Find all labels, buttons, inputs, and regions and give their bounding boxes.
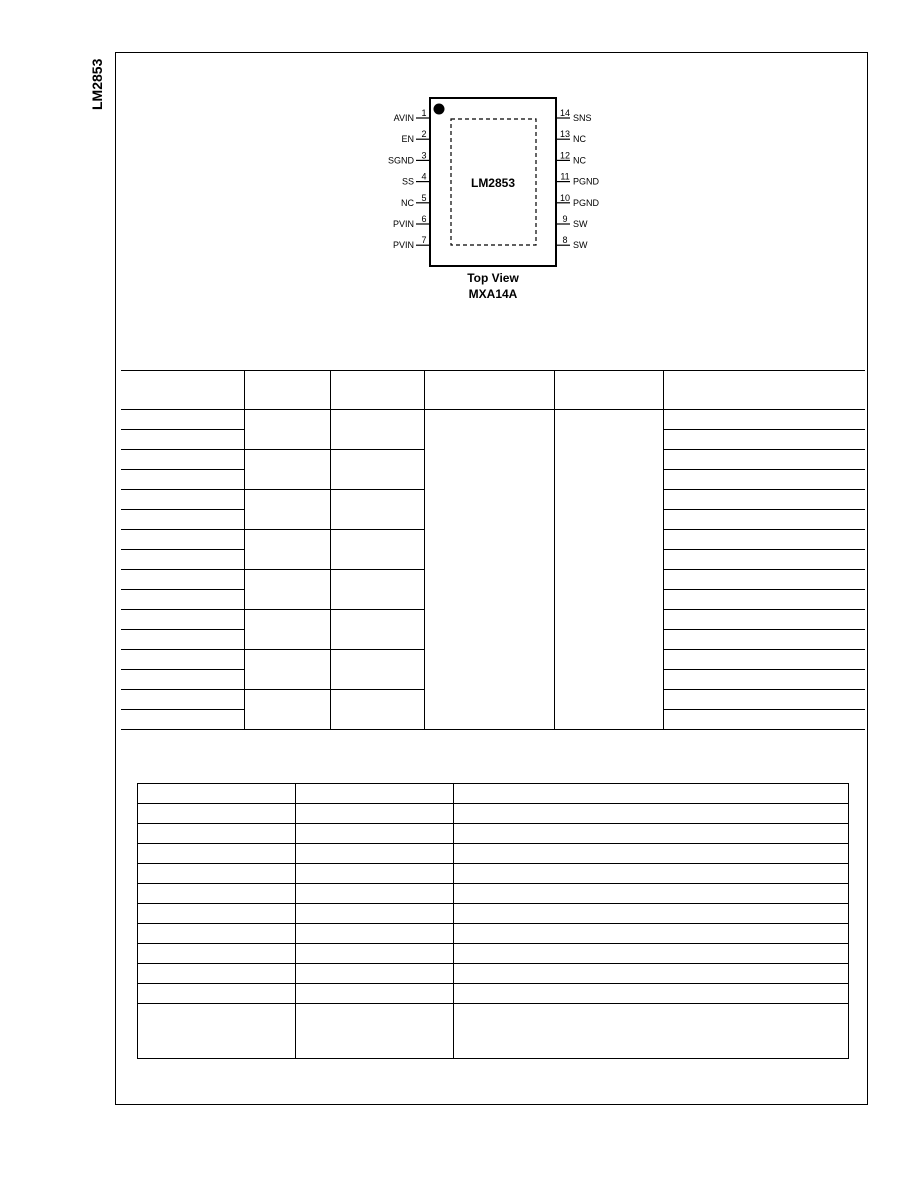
pin-number: 5 xyxy=(421,192,427,203)
pin-name: SS xyxy=(401,176,414,187)
table-cell xyxy=(663,630,865,650)
package-code: MXA14A xyxy=(468,287,518,301)
table-cell xyxy=(138,964,296,984)
table-cell xyxy=(330,690,424,730)
table-cell xyxy=(138,1004,296,1059)
left-pin xyxy=(401,129,430,144)
chip-label: LM2853 xyxy=(470,176,516,190)
table-cell xyxy=(296,984,454,1004)
table-cell xyxy=(244,490,330,530)
table-cell xyxy=(330,650,424,690)
right-pin-group xyxy=(556,108,600,250)
pin-number: 12 xyxy=(559,150,571,161)
table-cell xyxy=(663,510,865,530)
table-cell xyxy=(121,690,244,710)
table-cell xyxy=(663,570,865,590)
table-cell xyxy=(454,1004,849,1059)
right-pin xyxy=(556,150,586,165)
table-cell xyxy=(244,530,330,570)
table-cell xyxy=(663,530,865,550)
table-cell xyxy=(244,690,330,730)
table-cell xyxy=(296,944,454,964)
table-cell xyxy=(454,904,849,924)
table-cell xyxy=(121,670,244,690)
table-cell xyxy=(244,410,330,450)
table-cell xyxy=(121,450,244,470)
left-pin xyxy=(393,214,430,229)
table-cell xyxy=(663,610,865,630)
pin-name: SW xyxy=(573,219,588,229)
table-cell xyxy=(121,650,244,670)
table-cell xyxy=(296,824,454,844)
table-cell xyxy=(663,450,865,470)
pin-table xyxy=(121,370,865,730)
pin-description-table xyxy=(137,783,849,1059)
pin-name: SW xyxy=(573,240,588,251)
pin-number: 13 xyxy=(559,129,571,140)
table-cell xyxy=(244,570,330,610)
table-cell xyxy=(454,964,849,984)
table-cell xyxy=(138,904,296,924)
table-cell xyxy=(330,450,424,490)
table-cell xyxy=(454,924,849,944)
table-cell xyxy=(296,1004,454,1059)
right-pin xyxy=(556,108,592,123)
table-cell xyxy=(121,490,244,510)
table-cell xyxy=(138,984,296,1004)
pin1-indicator-dot xyxy=(434,104,445,115)
right-pin xyxy=(556,235,588,250)
table-cell xyxy=(663,690,865,710)
table-cell xyxy=(454,784,849,804)
header-cell xyxy=(663,371,865,410)
table-cell xyxy=(296,884,454,904)
table-cell xyxy=(138,824,296,844)
table-cell xyxy=(138,784,296,804)
pin-table-header-row xyxy=(121,371,865,410)
pin-name: EN xyxy=(401,134,414,145)
pin-number: 2 xyxy=(421,129,427,140)
table-row xyxy=(138,1004,849,1059)
table-cell xyxy=(330,570,424,610)
table-cell xyxy=(454,844,849,864)
pin-number: 3 xyxy=(421,150,427,161)
table-row xyxy=(138,884,849,904)
left-pin-group xyxy=(388,108,430,250)
table-cell xyxy=(663,490,865,510)
table-cell xyxy=(663,430,865,450)
table-cell xyxy=(663,710,865,730)
table-cell xyxy=(244,650,330,690)
table-row xyxy=(138,864,849,884)
table-row xyxy=(121,410,865,430)
table-cell xyxy=(121,530,244,550)
table-cell xyxy=(663,650,865,670)
table-row xyxy=(138,904,849,924)
table-cell xyxy=(296,804,454,824)
table-cell xyxy=(663,550,865,570)
header-cell xyxy=(330,371,424,410)
table-cell xyxy=(330,410,424,450)
header-cell xyxy=(244,371,330,410)
pin-number: 7 xyxy=(421,235,427,246)
table-cell xyxy=(296,784,454,804)
table-cell xyxy=(296,844,454,864)
table-cell xyxy=(296,964,454,984)
pin-name: SNS xyxy=(573,113,592,123)
right-pin xyxy=(556,172,600,187)
table-row xyxy=(138,824,849,844)
table-cell xyxy=(244,610,330,650)
right-pin xyxy=(556,129,586,144)
pin-number: 8 xyxy=(562,235,568,246)
table-cell xyxy=(330,530,424,570)
table-cell xyxy=(138,864,296,884)
table-cell xyxy=(121,630,244,650)
table-cell xyxy=(454,944,849,964)
pin-name: NC xyxy=(401,197,414,208)
table-cell xyxy=(296,864,454,884)
table-cell xyxy=(454,804,849,824)
pin-name: NC xyxy=(573,155,586,166)
table-row xyxy=(138,844,849,864)
pin-name: PVIN xyxy=(392,240,414,251)
table-row xyxy=(138,984,849,1004)
pin-name: AVIN xyxy=(393,113,414,123)
pin-name: PGND xyxy=(573,197,600,208)
table-row xyxy=(138,784,849,804)
table-cell xyxy=(663,670,865,690)
table-cell xyxy=(138,924,296,944)
table-cell xyxy=(330,490,424,530)
table-cell xyxy=(121,510,244,530)
table-cell xyxy=(454,884,849,904)
table-cell xyxy=(244,450,330,490)
right-pin xyxy=(556,193,600,208)
table-cell xyxy=(454,984,849,1004)
header-cell xyxy=(424,371,554,410)
pin-number: 11 xyxy=(560,171,570,182)
header-cell xyxy=(121,371,244,410)
pin-number: 6 xyxy=(421,214,427,224)
left-pin xyxy=(388,150,430,165)
table-row xyxy=(138,804,849,824)
side-part-number xyxy=(87,48,107,118)
table-cell xyxy=(454,864,849,884)
left-pin xyxy=(401,193,430,208)
table-cell xyxy=(121,570,244,590)
table-cell xyxy=(296,924,454,944)
left-pin xyxy=(402,172,430,187)
left-pin xyxy=(394,108,430,123)
table-cell xyxy=(121,610,244,630)
top-view-caption: Top View xyxy=(467,271,519,285)
table-cell xyxy=(663,410,865,430)
table-cell xyxy=(138,944,296,964)
table-cell xyxy=(138,804,296,824)
pin-name: PGND xyxy=(573,176,600,187)
pin-number: 14 xyxy=(559,108,571,118)
pin-number: 4 xyxy=(421,171,427,182)
right-pin xyxy=(556,214,588,229)
table-cell xyxy=(424,410,554,730)
left-pin xyxy=(393,235,430,250)
table-cell xyxy=(330,610,424,650)
table-cell xyxy=(121,430,244,450)
table-cell xyxy=(121,590,244,610)
table-cell xyxy=(121,470,244,490)
table-row xyxy=(138,944,849,964)
side-part-number-text: LM2853 xyxy=(89,58,105,110)
pin-number: 1 xyxy=(421,108,427,118)
table-cell xyxy=(138,844,296,864)
table-cell xyxy=(138,884,296,904)
table-cell xyxy=(121,710,244,730)
pin-name: NC xyxy=(573,134,586,145)
table-cell xyxy=(121,410,244,430)
table-cell xyxy=(121,550,244,570)
pin-number: 9 xyxy=(562,214,568,224)
table-cell xyxy=(663,470,865,490)
pin-name: SGND xyxy=(387,155,414,166)
table-cell xyxy=(554,410,663,730)
table-cell xyxy=(454,824,849,844)
connection-diagram xyxy=(370,92,620,307)
pin-number: 10 xyxy=(559,192,571,203)
table-row xyxy=(138,924,849,944)
pin-name: PVIN xyxy=(392,219,414,229)
table-row xyxy=(138,964,849,984)
header-cell xyxy=(554,371,663,410)
table-cell xyxy=(296,904,454,924)
table-cell xyxy=(663,590,865,610)
